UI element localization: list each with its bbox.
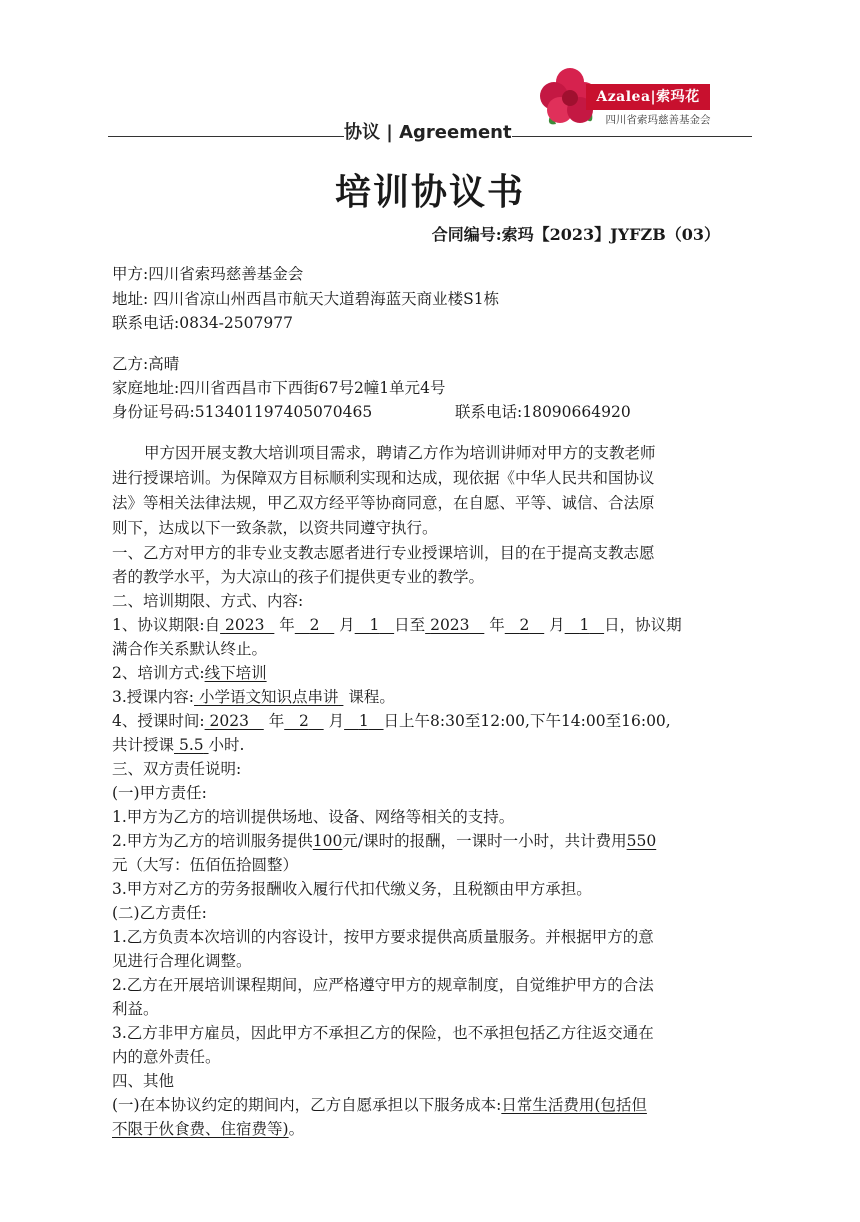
training-method: 2、培训方式:线下培训 [112,664,267,682]
party-a-duty-3: 3.甲方对乙方的劳务报酬收入履行代扣代缴义务，且税额由甲方承担。 [112,880,592,898]
end-month: 2 [519,616,530,634]
page-title: 培训协议书 [334,172,525,213]
month-label: 月 [339,616,355,634]
intro-line-3: 法》等相关法律法规，甲乙双方经平等协商同意，在自愿、平等、诚信、合法原 [112,494,655,512]
party-a-duty-1: 1.甲方为乙方的培训提供场地、设备、网络等相关的支持。 [112,808,515,826]
banner-divider-left [108,136,344,137]
other-clause-1-cont: 不限于伙食费、住宿费等)。 [112,1120,305,1138]
party-b-duty-3a: 3.乙方非甲方雇员，因此甲方不承担乙方的保险，也不承担包括乙方往返交通在 [112,1024,654,1042]
section-1-line-2: 者的教学水平，为大凉山的孩子们提供更专业的教学。 [112,568,485,586]
party-b-duty-heading: (二)乙方责任: [112,904,207,922]
training-method-value: 线下培训 [204,664,267,682]
party-b-duty-2b: 利益。 [112,1000,159,1018]
agreement-banner: 协议 | Agreement [344,122,512,143]
logo-subtitle: 四川省索玛慈善基金会 [605,114,711,126]
section-3-heading: 三、双方责任说明: [112,760,242,778]
section-2-heading: 二、培训期限、方式、内容: [112,592,304,610]
course-content: 3.授课内容: 小学语文知识点串讲 课程。 [112,688,395,706]
party-a-address: 地址: 四川省凉山州西昌市航天大道碧海蓝天商业楼S1栋 [112,290,500,308]
hourly-fee: 100 [312,832,343,850]
start-year: 2023 [225,616,265,634]
party-b-id: 身份证号码:513401197405070465 [112,403,373,421]
course-content-value: 小学语文知识点串讲 [198,688,339,706]
start-month: 2 [309,616,320,634]
section-1-line-1: 一、乙方对甲方的非专业支教志愿者进行专业授课培训，目的在于提高支教志愿 [112,544,655,562]
class-day: 1 [358,712,369,730]
class-year: 2023 [209,712,249,730]
end-day: 1 [579,616,590,634]
service-cost-value: 日常生活费用(包括但 [501,1096,647,1114]
year-label: 年 [279,616,295,634]
banner-divider-right [512,136,752,137]
party-b-address: 家庭地址:四川省西昌市下西街67号2幢1单元4号 [112,379,446,397]
start-day: 1 [369,616,380,634]
party-a-duty-2: 2.甲方为乙方的培训服务提供100元/课时的报酬，一课时一小时，共计费用550 [112,832,657,850]
service-cost-value-cont: 不限于伙食费、住宿费等) [112,1120,289,1138]
intro-line-1: 甲方因开展支教大培训项目需求，聘请乙方作为培训讲师对甲方的支教老师 [144,444,656,462]
party-b-duty-3b: 内的意外责任。 [112,1048,221,1066]
foundation-logo [536,64,716,134]
party-b-duty-2a: 2.乙方在开展培训课程期间，应严格遵守甲方的规章制度，自觉维护甲方的合法 [112,976,654,994]
period-label: 1、协议期限:自 [112,616,221,634]
section-4-heading: 四、其他 [112,1072,175,1090]
class-month: 2 [299,712,309,730]
party-b-duty-1a: 1.乙方负责本次培训的内容设计，按甲方要求提供高质量服务。并根据甲方的意 [112,928,654,946]
intro-line-4: 则下，达成以下一致条款，以资共同遵守执行。 [112,519,438,537]
intro-line-2: 进行授课培训。为保障双方目标顺利实现和达成，现依据《中华人民共和国协议 [112,469,655,487]
party-a-phone: 联系电话:0834-2507977 [112,314,293,332]
party-a-name: 甲方:四川省索玛慈善基金会 [112,265,304,283]
class-time: 4、授课时间: 2023 年 2 月 1 日上午8:30至12:00,下午14:00至16:00, [112,712,671,730]
agreement-period: 1、协议期限:自 2023 年 2 月 1 日至 2023 年 2 月 1 日，协议期 [112,616,682,634]
party-a-duty-heading: (一)甲方责任: [112,784,207,802]
party-a-duty-2-cont: 元（大写：伍佰伍拾圆整） [112,856,299,874]
logo-brand: Azalea|索玛花 [586,84,710,110]
total-fee: 550 [626,832,657,850]
party-b-phone: 联系电话:18090664920 [455,403,631,421]
class-hours-value: 5.5 [178,736,204,754]
party-b-duty-1b: 见进行合理化调整。 [112,952,252,970]
agreement-period-cont: 满合作关系默认终止。 [112,640,268,658]
class-hours: 共计授课 5.5 小时. [112,736,245,754]
other-clause-1: (一)在本协议约定的期间内，乙方自愿承担以下服务成本:日常生活费用(包括但 [112,1096,647,1114]
contract-number: 合同编号:索玛【2023】JYFZB（03） [431,225,720,244]
party-b-name: 乙方:高晴 [112,355,180,373]
end-year: 2023 [430,616,470,634]
